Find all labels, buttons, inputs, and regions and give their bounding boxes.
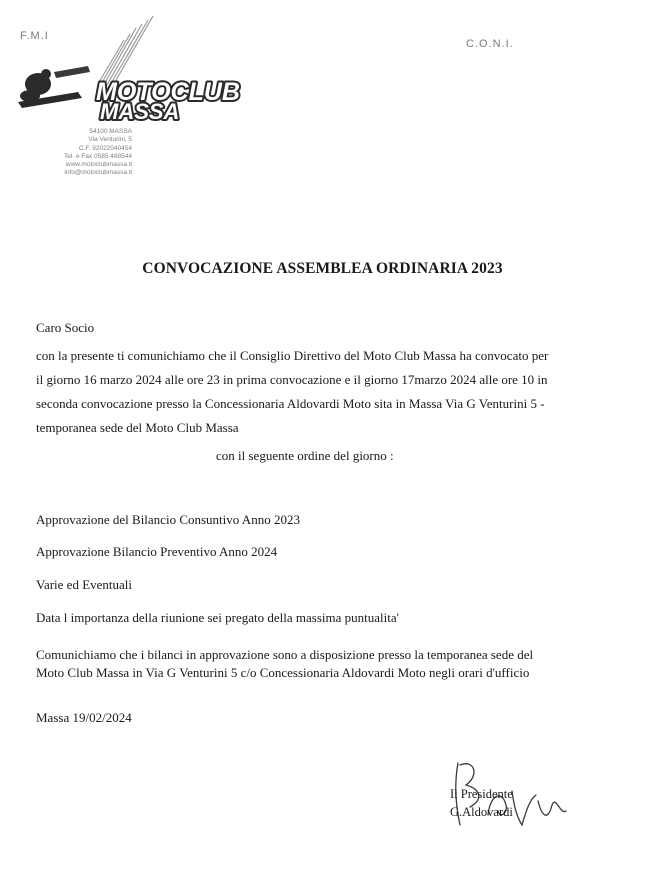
signature-title: Il Presidente [450,787,513,801]
logo-rider-icon [18,66,90,108]
agenda-item: Approvazione del Bilancio Consuntivo Anno 2023 [36,512,300,527]
note-line: Moto Club Massa in Via G Venturini 5 c/o Concessionaria Aldovardi Moto negli orari d'ufficio [36,665,530,680]
logo-line-2: MASSA [100,99,180,124]
signature-name: G.Aldovardi [450,805,513,819]
paragraph-line: seconda convocazione presso la Concessionaria Aldovardi Moto sita in Massa Via G Venturini 5 - [36,396,545,411]
note-line: Comunichiamo che i bilanci in approvazione sono a disposizione presso la temporanea sede del [36,647,534,662]
fmi-label: F.M.I [20,30,49,42]
address-line: Tel. e Fax 0585 488544 [64,152,132,160]
address-line: 54100 MASSA [89,128,132,135]
agenda-item: Varie ed Eventuali [36,577,133,592]
motoclub-massa-logo [8,14,278,124]
address-line: www.motoclubmassa.it [65,161,132,169]
coni-label: C.O.N.I. [466,38,514,50]
logo-line-1: MOTOCLUB [96,78,240,106]
address-line: C.F. 92022040454 [78,144,132,152]
importance-note: Data l importanza della riunione sei pregato della massima puntualita' [36,610,399,625]
paragraph-line: il giorno 16 marzo 2024 alle ore 23 in prima convocazione e il giorno 17marzo 2024 alle ore 10 in [36,372,548,387]
agenda-intro: con il seguente ordine del giorno : [216,448,394,463]
address-line: Via Venturini, 5 [88,136,132,144]
address-line: info@motoclubmassa.it [64,169,132,177]
place-date: Massa 19/02/2024 [36,710,132,725]
club-address-block [22,128,132,178]
logo-lettering [96,78,240,124]
greeting: Caro Socio [36,320,95,335]
document-title: CONVOCAZIONE ASSEMBLEA ORDINARIA 2023 [142,260,503,277]
agenda-item: Approvazione Bilancio Preventivo Anno 2024 [36,544,278,559]
paragraph-line: con la presente ti comunichiamo che il Consiglio Direttivo del Moto Club Massa ha convocato per [36,348,549,363]
paragraph-line: temporanea sede del Moto Club Massa [36,420,239,435]
